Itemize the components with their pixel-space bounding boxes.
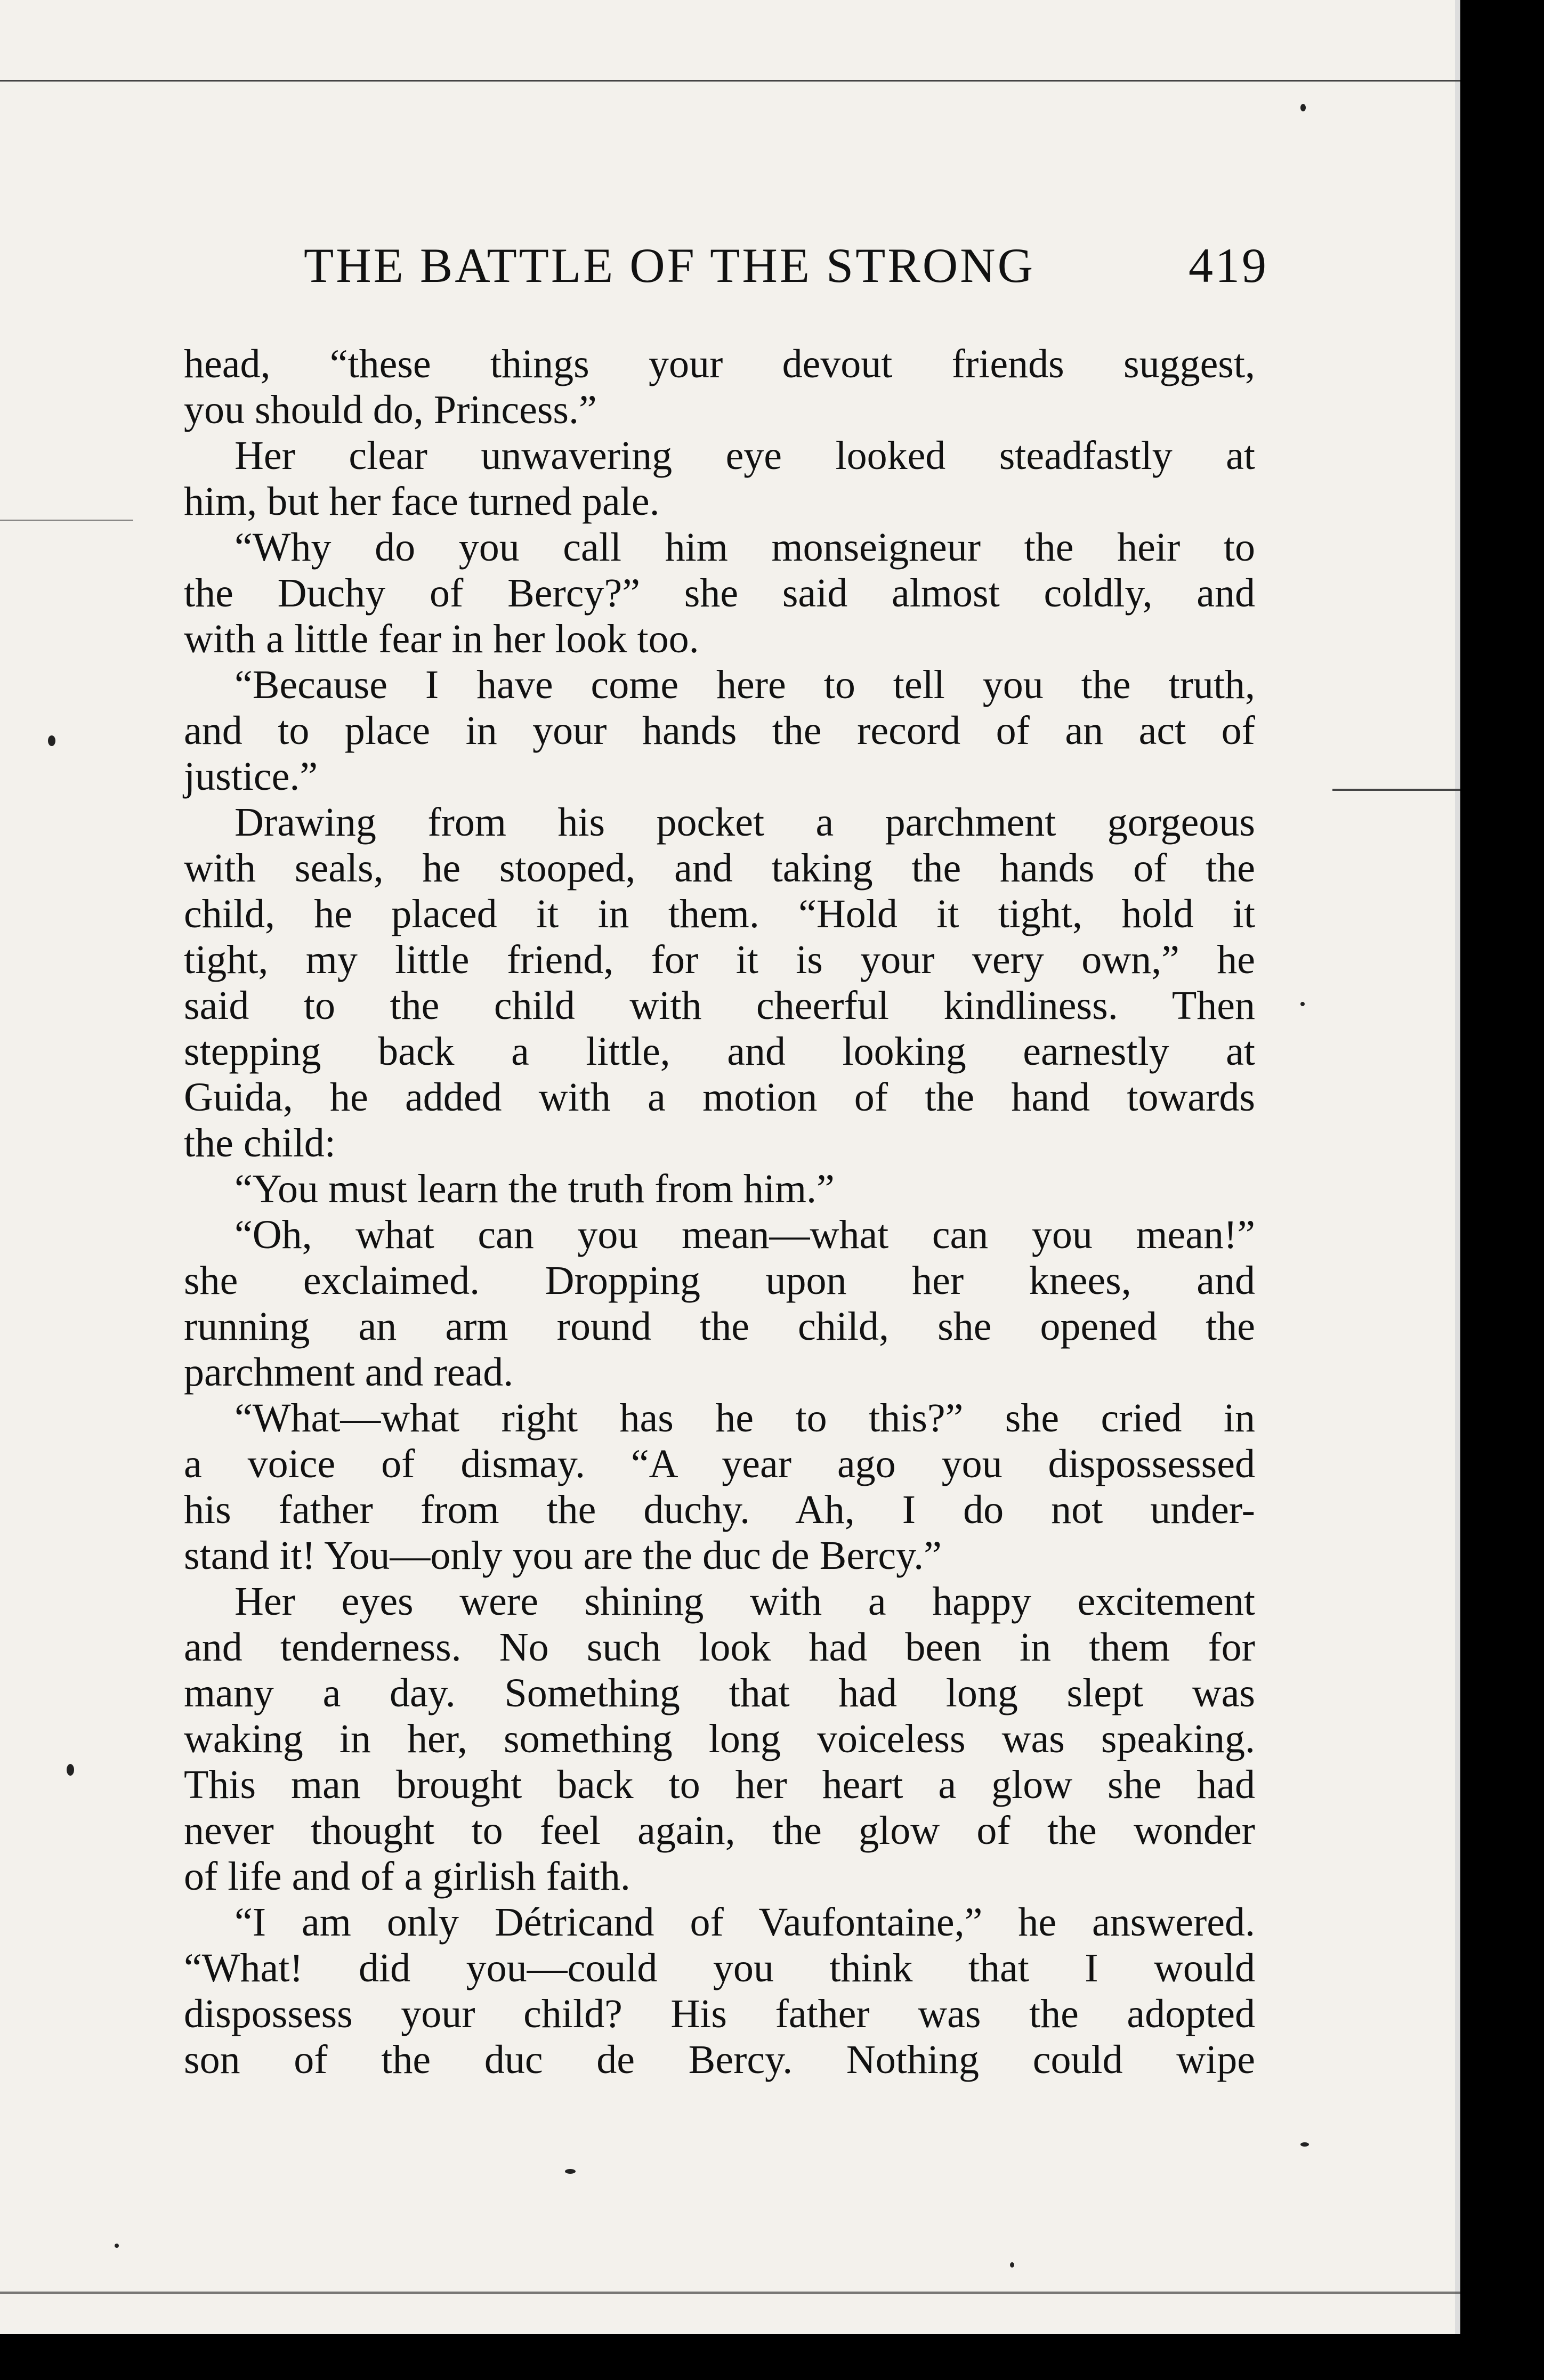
scan-speck (1300, 104, 1306, 111)
text-line: child, he placed it in them. “Hold it tight, hold it (184, 892, 1255, 936)
text-line: the Duchy of Bercy?” she said almost coldly, and (184, 571, 1255, 616)
text-line: she exclaimed. Dropping upon her knees, and (184, 1258, 1255, 1303)
scan-speck (115, 2244, 119, 2248)
body-text (184, 341, 1255, 2083)
text-line: stepping back a little, and looking earnestly at (184, 1029, 1255, 1074)
text-line: This man brought back to her heart a glow she had (184, 1762, 1255, 1807)
scan-speck (1300, 2142, 1309, 2147)
scan-speck (1010, 2262, 1014, 2268)
text-line: Guida, he added with a motion of the hand towards (184, 1075, 1255, 1120)
text-line: waking in her, something long voiceless was speaking. (184, 1717, 1255, 1761)
text-line: with a little fear in her look too. (184, 617, 699, 661)
text-line: and to place in your hands the record of an act of (184, 708, 1255, 753)
text-line: son of the duc de Bercy. Nothing could wipe (184, 2037, 1255, 2082)
scan-speck (67, 1764, 74, 1776)
text-line: the child: (184, 1121, 336, 1165)
text-line: justice.” (184, 754, 318, 799)
scan-edge-bottom (0, 2292, 1460, 2294)
text-line: “I am only Détricand of Vaufontaine,” he answered. (235, 1900, 1255, 1945)
text-line: said to the child with cheerful kindliness. Then (184, 983, 1255, 1028)
running-head-title: THE BATTLE OF THE STRONG (304, 238, 1036, 293)
text-line: him, but her face turned pale. (184, 479, 660, 524)
text-line: Her clear unwavering eye looked steadfastly at (235, 433, 1255, 478)
text-line: parchment and read. (184, 1350, 514, 1395)
text-line: a voice of dismay. “A year ago you dispossessed (184, 1442, 1255, 1486)
text-line: “Oh, what can you mean—what can you mean!” (235, 1212, 1255, 1257)
text-line: head, “these things your devout friends suggest, (184, 342, 1255, 386)
text-line: “Why do you call him monseigneur the heir to (235, 525, 1255, 570)
text-line: “What—what right has he to this?” she cried in (235, 1396, 1255, 1440)
scan-edge-top (0, 80, 1460, 82)
page-number: 419 (1189, 238, 1268, 293)
running-head (304, 237, 1268, 301)
text-line: his father from the duchy. Ah, I do not under- (184, 1487, 1255, 1532)
text-line: Drawing from his pocket a parchment gorgeous (235, 800, 1255, 845)
text-line: stand it! You—only you are the duc de Bercy.” (184, 1533, 942, 1578)
scan-speck (1300, 1002, 1305, 1006)
text-line: never thought to feel again, the glow of the wonder (184, 1808, 1255, 1853)
scan-speck (565, 2169, 576, 2174)
text-line: “Because I have come here to tell you the truth, (235, 662, 1255, 707)
text-line: and tenderness. No such look had been in them for (184, 1625, 1255, 1670)
scan-speck (48, 735, 55, 746)
text-line: dispossess your child? His father was the adopted (184, 1992, 1255, 2036)
text-line: of life and of a girlish faith. (184, 1854, 630, 1899)
text-line: “What! did you—could you think that I would (184, 1946, 1255, 1990)
text-line: tight, my little friend, for it is your very own,” he (184, 937, 1255, 982)
scan-margin-mark (0, 520, 133, 521)
scan-margin-mark (1332, 789, 1460, 791)
text-line: you should do, Princess.” (184, 387, 597, 432)
text-line: with seals, he stooped, and taking the hands of the (184, 846, 1255, 891)
text-line: “You must learn the truth from him.” (235, 1167, 835, 1211)
text-line: Her eyes were shining with a happy excitement (235, 1579, 1255, 1624)
text-line: running an arm round the child, she opened the (184, 1304, 1255, 1349)
text-line: many a day. Something that had long slept was (184, 1671, 1255, 1715)
